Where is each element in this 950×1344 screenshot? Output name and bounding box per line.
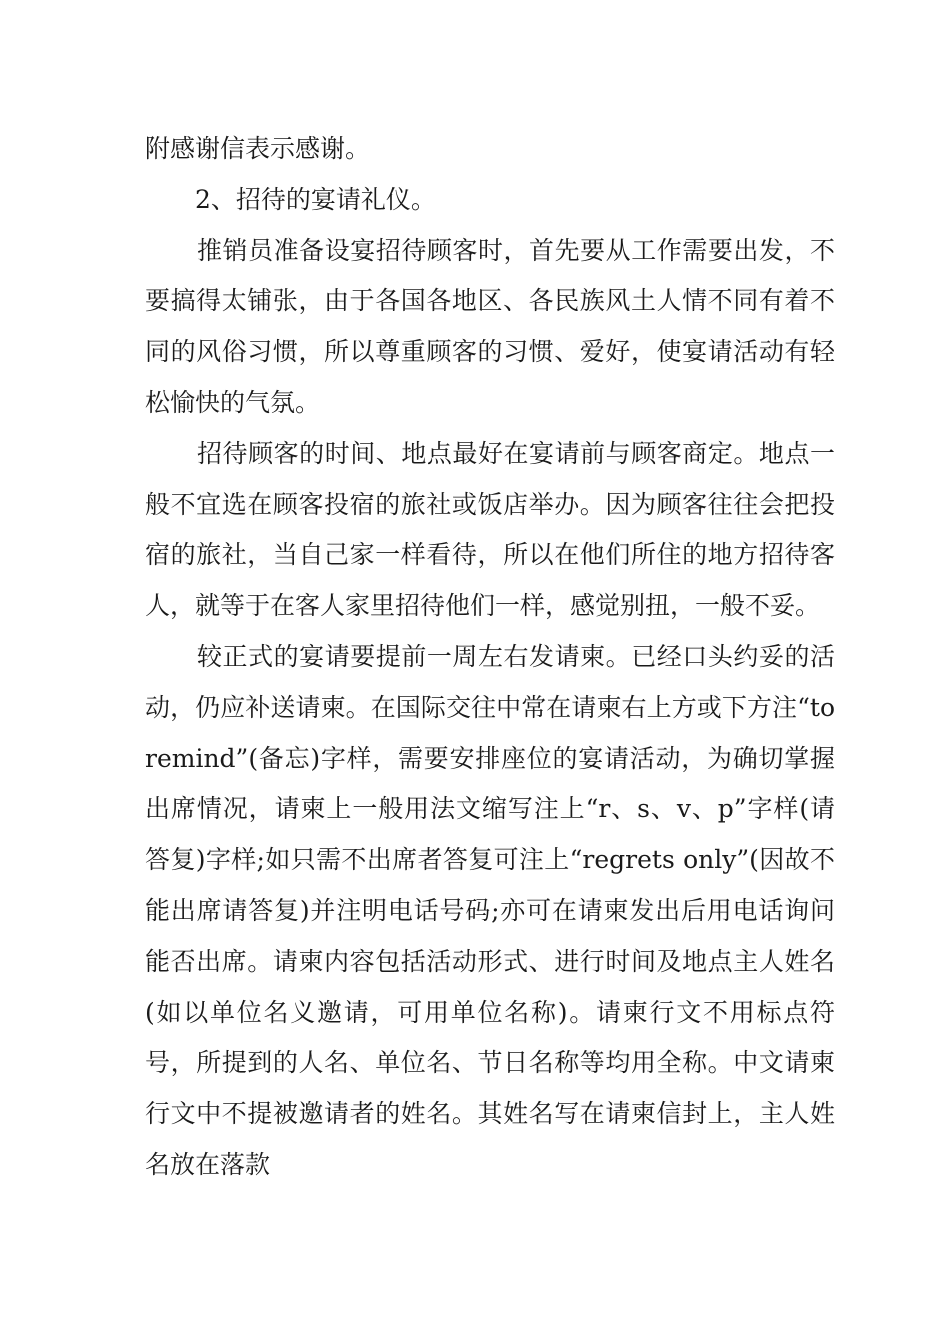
paragraph-continuation: 附感谢信表示感谢。	[145, 134, 371, 163]
paragraph-time-place: 招待顾客的时间、地点最好在宴请前与顾客商定。地点一般不宜选在顾客投宿的旅社或饭店举办。因为顾客往往会把投宿的旅社，当自己家一样看待，所以在他们所住的地方招待客人，就等于在客人家里招待他们一样，感觉别扭，一般不妥。	[145, 438, 835, 621]
paragraph-banquet-intro: 推销员准备设宴招待顾客时，首先要从工作需要出发，不要搞得太铺张，由于各国各地区、各民族风土人情不同有着不同的风俗习惯，所以尊重顾客的习惯、爱好，使宴请活动有轻松愉快的气氛。	[145, 235, 835, 417]
document-page	[145, 124, 835, 1191]
section-heading: 2、招待的宴请礼仪。	[195, 184, 436, 214]
paragraph-invitation: 较正式的宴请要提前一周左右发请柬。已经口头约妥的活动，仍应补送请柬。在国际交往中常在请柬右上方或下方注“to remind”(备忘)字样，需要安排座位的宴请活动，为确切掌握出席情况，请柬上一般用法文缩写注上“r、s、v、p”字样(请答复)字样;如只需不出席者答复可注上“regrets only”(因故不能出席请答复)并注明电话号码;亦可在请柬发出后用电话询问能否出席。请柬内容包括活动形式、进行时间及地点主人姓名(如以单位名义邀请，可用单位名称)。请柬行文不用标点符号，所提到的人名、单位名、节日名称等均用全称。中文请柬行文中不提被邀请者的姓名。其姓名写在请柬信封上，主人姓名放在落款	[145, 641, 835, 1179]
